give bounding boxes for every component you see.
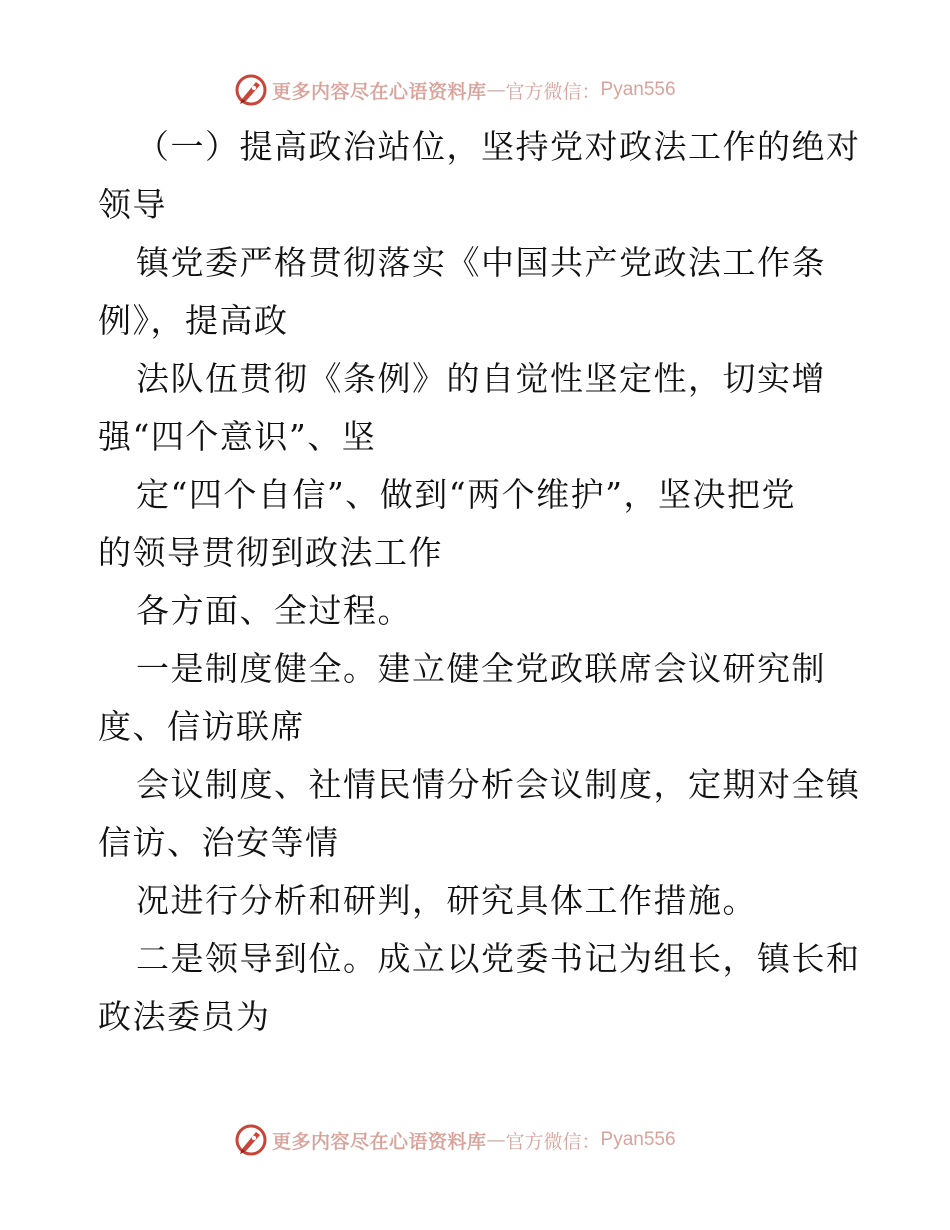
body-line: 度、信访联席 <box>98 707 305 746</box>
banner-separator: — <box>486 79 506 101</box>
banner-wechat-label: 官方微信： <box>505 80 601 103</box>
body-line: 法队伍贯彻《条例》的自觉性坚定性，切实增 <box>136 359 826 398</box>
body-line: 强“四个意识”、坚 <box>98 417 377 456</box>
banner-title: 更多内容尽在心语资料库 <box>272 80 487 103</box>
body-line: 信访、治安等情 <box>98 823 340 862</box>
header-banner <box>234 72 676 108</box>
body-line: 例》，提高政 <box>98 301 289 340</box>
footer-banner <box>234 1122 676 1158</box>
banner-title: 更多内容尽在心语资料库 <box>272 1130 487 1153</box>
body-line: 一是制度健全。建立健全党政联席会议研究制 <box>136 649 826 688</box>
body-line: （一）提高政治站位，坚持党对政法工作的绝对 <box>136 127 861 166</box>
body-line: 会议制度、社情民情分析会议制度，定期对全镇 <box>136 765 861 804</box>
body-line: 的领导贯彻到政法工作 <box>98 533 443 572</box>
banner-wechat-id: Pyan556 <box>600 79 676 100</box>
body-line: 各方面、全过程。 <box>136 591 412 630</box>
body-line: 定“四个自信”、做到“两个维护”，坚决把党 <box>136 475 796 514</box>
pen-logo-icon <box>234 73 268 107</box>
banner-wechat-id: Pyan556 <box>600 1129 676 1150</box>
body-line: 领导 <box>98 185 167 224</box>
body-line: 况进行分析和研判，研究具体工作措施。 <box>136 881 757 920</box>
banner-separator: — <box>486 1129 506 1151</box>
pen-logo-icon <box>234 1123 268 1157</box>
body-line: 镇党委严格贯彻落实《中国共产党政法工作条 <box>136 243 826 282</box>
body-line: 二是领导到位。成立以党委书记为组长，镇长和 <box>136 939 861 978</box>
body-line: 政法委员为 <box>98 997 271 1036</box>
banner-wechat-label: 官方微信： <box>505 1130 601 1153</box>
